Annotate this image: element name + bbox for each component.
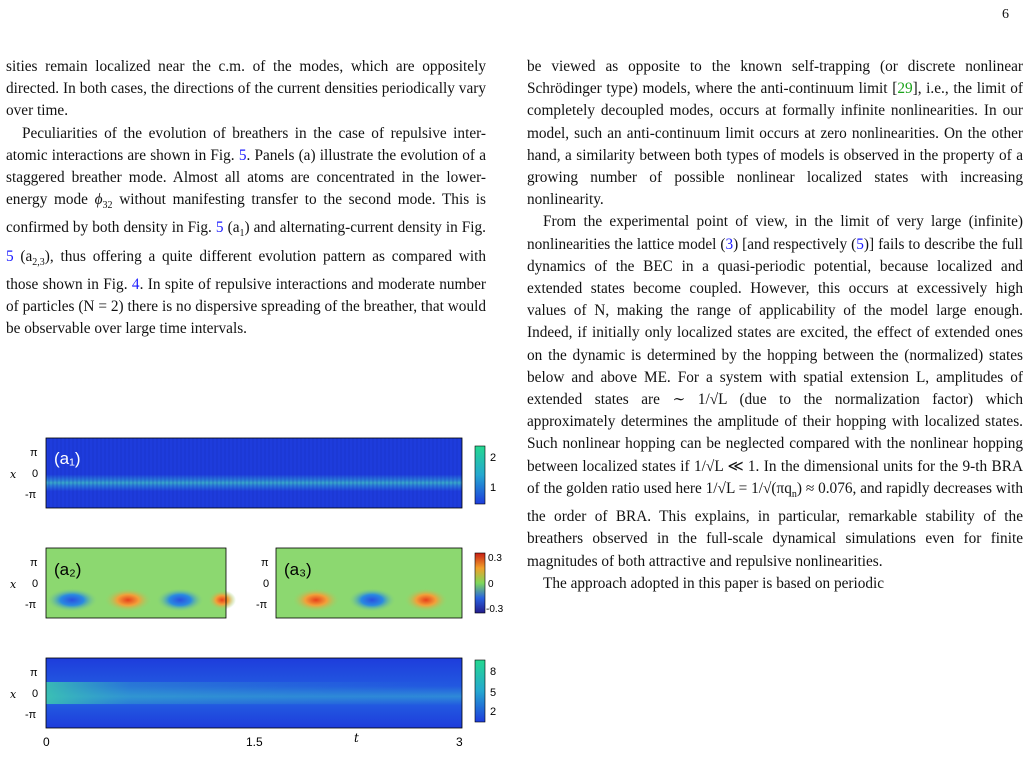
x-tick: 3	[456, 735, 463, 749]
figure-5-svg	[0, 400, 504, 772]
left-paragraph-1: sities remain localized near the c.m. of the modes, which are oppositely directed. In both cases, the directions of the current densities periodically vary over time.	[6, 58, 486, 120]
y-tick: 0	[32, 578, 39, 590]
colorbar-tick: 0.3	[488, 553, 502, 564]
x-axis-label: t	[354, 731, 359, 745]
equation-ref[interactable]: 5	[856, 235, 864, 253]
figure-ref[interactable]: 5	[215, 219, 224, 237]
y-tick: 0	[32, 468, 39, 480]
colorbar-tick: 0	[488, 579, 494, 590]
y-axis-label: x	[10, 468, 17, 481]
panel-label-a2: (a₂)	[54, 560, 82, 579]
citation-link[interactable]: 29	[897, 80, 913, 98]
equation-ref[interactable]: 3	[725, 235, 734, 253]
figure-ref[interactable]: 5	[6, 247, 14, 265]
figure-5	[0, 400, 504, 772]
y-tick: -π	[256, 599, 268, 611]
colorbar-tick: 8	[490, 666, 497, 678]
y-tick: π	[30, 447, 38, 459]
y-tick: π	[261, 557, 269, 569]
figure-ref[interactable]: 4	[131, 275, 140, 293]
colorbar-3	[475, 660, 496, 722]
colorbar-tick: 2	[490, 706, 497, 718]
panel-label-a3: (a₃)	[284, 560, 312, 579]
x-axis	[43, 731, 463, 749]
panel-label-a1: (a₁)	[54, 449, 81, 468]
right-paragraph-1: be viewed as opposite to the known self-trapping (or discrete nonlinear Schrödinger type) models, where the anti-continuum limit [29], i.e., the limit of completely decoupled modes, occurs at formally infinite nonlinearities. In our model, such an anti-continuum limit occurs at zero nonlinearities. On the other hand, a similarity between both types of models is observed in the property of a growing number of possible nonlinear localized states with increasing nonlinearity.	[527, 58, 1023, 209]
right-paragraph-2: From the experimental point of view, in the limit of very large (infinite) nonlinearities the lattice model (3) [and respectively (5)] fails to describe the full dynamics of the BEC in a quasi-periodic potential, because localized and extended states become coupled. However, this occurs at excessively high values of N, making the range of applicability of the model large enough. Indeed, if initially only localized states are excited, the effect of extended ones on the dynamic is determined by the hopping between the (normalized) states below and above ME. For a system with spatial extension L, amplitudes of extended states are ∼ 1/√L (due to the normalization factor) which approximately determines the amplitude of their hopping with localized states. Such nonlinear hopping can be neglected compared with the nonlinear hopping between localized states if 1/√L ≪ 1. In the dimensional units for the 9-th BRA of the golden ratio used here $1/√L = 1/√(\pi q_n) \approx 0.076$, and rapidly decreases with the order of BRA. This explains, in particular, remarkable stability of the breathers observed in the full-scale dynamical simulations even for finite magnitudes of both attractive and repulsive nonlinearities.	[527, 213, 1024, 570]
page-number: 6	[1002, 7, 1009, 22]
colorbar-tick: 5	[490, 687, 497, 699]
y-axis-label: x	[10, 578, 17, 591]
panel-a1	[46, 438, 462, 508]
colorbar-1	[475, 446, 496, 504]
y-tick: 0	[263, 578, 270, 590]
y-tick: π	[30, 557, 38, 569]
panel-a3	[276, 548, 462, 618]
panel-a2	[46, 548, 236, 618]
colorbar-tick: -0.3	[486, 604, 504, 615]
x-tick: 0	[43, 735, 50, 749]
colorbar-tick: 1	[490, 482, 497, 494]
left-column	[6, 56, 486, 341]
y-tick: -π	[25, 489, 37, 501]
y-tick: 0	[32, 688, 39, 700]
right-column	[527, 56, 1023, 595]
x-tick: 1.5	[246, 735, 263, 749]
y-tick: -π	[25, 599, 37, 611]
figure-ref[interactable]: 5	[238, 146, 247, 164]
y-tick: -π	[25, 709, 37, 721]
y-axis-label: x	[10, 688, 17, 701]
right-paragraph-3: The approach adopted in this paper is based on periodic	[543, 574, 885, 592]
y-tick: π	[30, 667, 38, 679]
colorbar-2	[475, 553, 504, 615]
panel-density-bottom	[46, 658, 462, 728]
colorbar-tick: 2	[490, 452, 497, 464]
left-paragraph-2: Peculiarities of the evolution of breathers in the case of repulsive inter-atomic interactions are shown in Fig. 5. Panels (a) illustrate the evolution of a staggered breather mode. Almost all atoms are concentrated in the lower-energy mode $\phi_{32}$ without manifesting transfer to the second mode. This is confirmed by both density in Fig. 5 $(a_1)$ and alternating-current density in Fig. 5 $(a_{2,3})$, thus offering a quite different evolution pattern as compared with those shown in Fig. 4. In spite of repulsive interactions and moderate number of particles (N = 2) there is no dispersive spreading of the breather, that would be observable over large time intervals.	[6, 124, 486, 338]
